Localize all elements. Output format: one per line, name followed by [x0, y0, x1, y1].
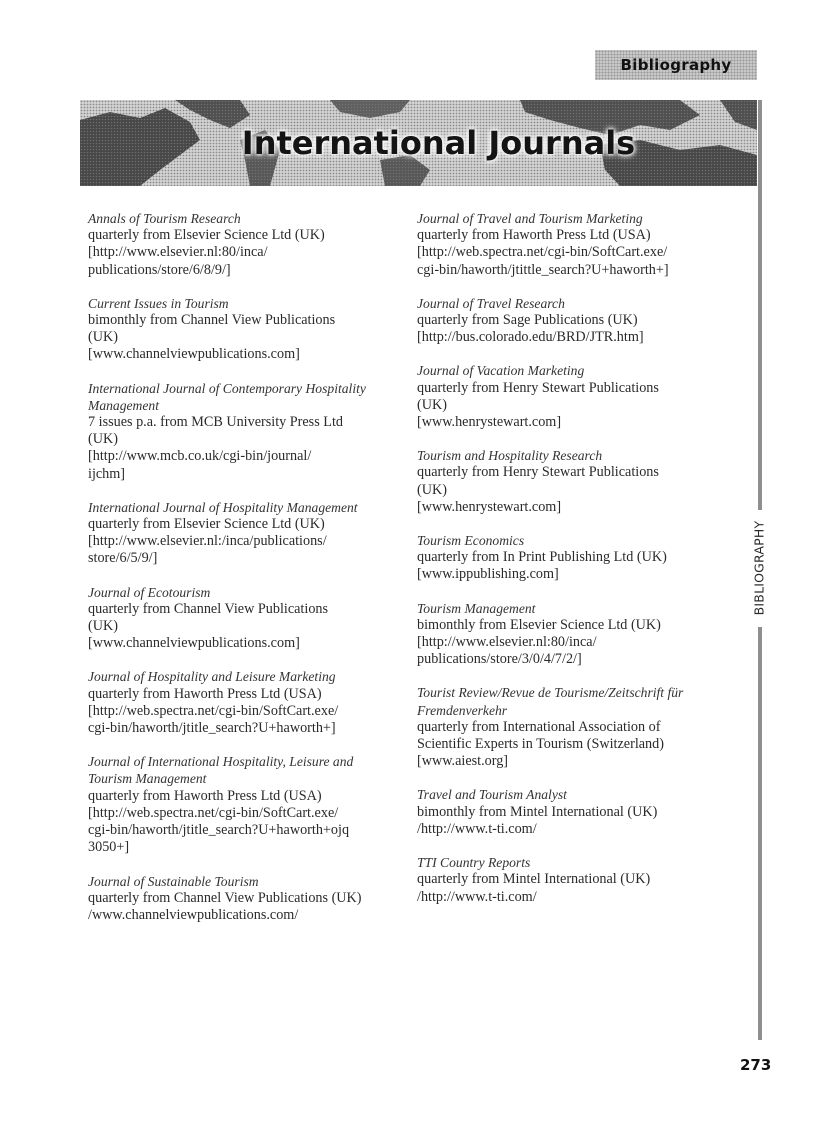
journal-url: [www.channelviewpublications.com] [88, 635, 300, 652]
section-tab-label: Bibliography [620, 56, 732, 74]
journal-url: cgi-bin/haworth/jtittle_search?U+haworth+] [417, 261, 669, 278]
journal-frequency: quarterly from Haworth Press Ltd (USA) [417, 227, 651, 244]
journal-title: Tourism Economics [417, 533, 525, 549]
journal-url: [http://www.elsevier.nl:80/inca/ [88, 244, 268, 261]
journal-frequency: 7 issues p.a. from MCB University Press Ltd [88, 414, 343, 431]
journal-entry [88, 499, 410, 568]
journal-entry [417, 210, 735, 279]
journal-title: Management [88, 397, 159, 413]
side-rule-top [758, 100, 762, 510]
journal-frequency: quarterly from Henry Stewart Publications [417, 464, 659, 481]
page-number: 273 [740, 1056, 772, 1074]
journal-url: [www.channelviewpublications.com] [88, 346, 300, 363]
journal-url: /http://www.t-ti.com/ [417, 888, 537, 905]
journal-frequency: quarterly from Haworth Press Ltd (USA) [88, 685, 322, 702]
journal-title: Journal of Hospitality and Leisure Marketing [88, 669, 336, 685]
journal-entry [88, 380, 410, 483]
journal-entry [417, 362, 735, 431]
journal-title: International Journal of Contemporary Hospitality [88, 380, 366, 396]
journal-url: ijchm] [88, 465, 126, 482]
journal-title: Tourism Management [88, 771, 207, 787]
journal-url: cgi-bin/haworth/jtitle_search?U+haworth+] [88, 720, 336, 737]
page-title: International Journals [241, 124, 636, 162]
journal-title: Journal of Travel and Tourism Marketing [417, 211, 643, 226]
journal-title: Journal of Sustainable Tourism [88, 873, 259, 889]
journal-title: International Journal of Hospitality Management [88, 499, 358, 515]
journal-frequency: (UK) [88, 618, 118, 635]
journal-url: [http://web.spectra.net/cgi-bin/SoftCart.exe/ [88, 702, 339, 719]
journal-entry [88, 873, 410, 925]
journal-frequency: quarterly from Elsevier Science Ltd (UK) [88, 227, 325, 244]
journal-entry [417, 295, 735, 347]
journal-frequency: bimonthly from Mintel International (UK) [417, 803, 658, 820]
journal-frequency: quarterly from Elsevier Science Ltd (UK) [88, 516, 325, 533]
journal-entry [417, 684, 735, 770]
journal-url: publications/store/3/0/4/7/2/] [417, 651, 582, 668]
journal-url: /http://www.t-ti.com/ [417, 820, 537, 837]
journal-title: Tourism Management [417, 600, 536, 616]
journal-title: Journal of Ecotourism [88, 584, 211, 600]
journal-entry [88, 295, 410, 364]
journal-frequency: quarterly from Channel View Publications (UK) [88, 889, 362, 906]
journal-url: [www.henrystewart.com] [417, 498, 562, 515]
journal-frequency: quarterly from Haworth Press Ltd (USA) [88, 787, 322, 804]
right-journal-list [417, 210, 735, 922]
side-section-label: BIBLIOGRAPHY [751, 520, 767, 616]
journal-entry [417, 600, 735, 669]
journal-title: Journal of Travel Research [417, 295, 565, 311]
journal-entry [417, 854, 735, 906]
journal-title: Journal of Vacation Marketing [417, 363, 585, 379]
journal-title: Travel and Tourism Analyst [417, 787, 567, 803]
journal-frequency: (UK) [88, 329, 118, 346]
journal-url: [http://www.elsevier.nl:/inca/publications/ [88, 533, 327, 550]
journal-frequency: quarterly from International Association of [417, 718, 661, 735]
journal-url: /www.channelviewpublications.com/ [88, 906, 299, 923]
title-banner [80, 100, 757, 186]
journal-frequency: (UK) [88, 431, 118, 448]
journal-frequency: bimonthly from Elsevier Science Ltd (UK) [417, 616, 661, 633]
journal-title: Tourist Review/Revue de Tourisme/Zeitschrift für [417, 685, 684, 701]
journal-url: store/6/5/9/] [88, 550, 158, 567]
journal-frequency: (UK) [417, 396, 447, 413]
journal-entry [88, 753, 410, 856]
journal-title: Current Issues in Tourism [88, 295, 229, 311]
journal-entry [417, 786, 735, 838]
journal-url: [http://web.spectra.net/cgi-bin/SoftCart.exe/ [88, 804, 339, 821]
journal-url: [http://www.elsevier.nl:80/inca/ [417, 634, 597, 651]
journal-title: Fremdenverkehr [417, 702, 508, 718]
journal-url: cgi-bin/haworth/jtitle_search?U+haworth+ojq [88, 822, 350, 839]
journal-entry [417, 532, 735, 584]
journal-entry [417, 447, 735, 516]
journal-url: [www.aiest.org] [417, 753, 509, 770]
journal-frequency: quarterly from Sage Publications (UK) [417, 312, 638, 329]
journal-entry [88, 210, 410, 279]
journal-frequency: bimonthly from Channel View Publications [88, 312, 336, 329]
journal-frequency: Scientific Experts in Tourism (Switzerland) [417, 736, 664, 753]
journal-url: 3050+] [88, 839, 130, 856]
journal-url: [http://web.spectra.net/cgi-bin/SoftCart.exe/ [417, 244, 668, 261]
journal-url: [www.ippublishing.com] [417, 566, 559, 583]
journal-frequency: quarterly from Channel View Publications [88, 600, 329, 617]
journal-title: Annals of Tourism Research [88, 211, 241, 226]
journal-url: [http://www.mcb.co.uk/cgi-bin/journal/ [88, 448, 312, 465]
journal-frequency: (UK) [417, 481, 447, 498]
journal-entry [88, 668, 410, 737]
section-tab [595, 50, 757, 80]
journal-frequency: quarterly from In Print Publishing Ltd (UK) [417, 549, 667, 566]
journal-frequency: quarterly from Mintel International (UK) [417, 871, 651, 888]
journal-frequency: quarterly from Henry Stewart Publications [417, 379, 659, 396]
left-journal-list [88, 210, 410, 940]
journal-url: publications/store/6/8/9/] [88, 261, 231, 278]
journal-url: [www.henrystewart.com] [417, 414, 562, 431]
journal-title: Journal of International Hospitality, Leisure and [88, 754, 354, 770]
journal-title: TTI Country Reports [417, 855, 531, 871]
journal-url: [http://bus.colorado.edu/BRD/JTR.htm] [417, 329, 644, 346]
journal-title: Tourism and Hospitality Research [417, 448, 603, 464]
journal-entry [88, 584, 410, 653]
side-rule-bottom [758, 627, 762, 1040]
